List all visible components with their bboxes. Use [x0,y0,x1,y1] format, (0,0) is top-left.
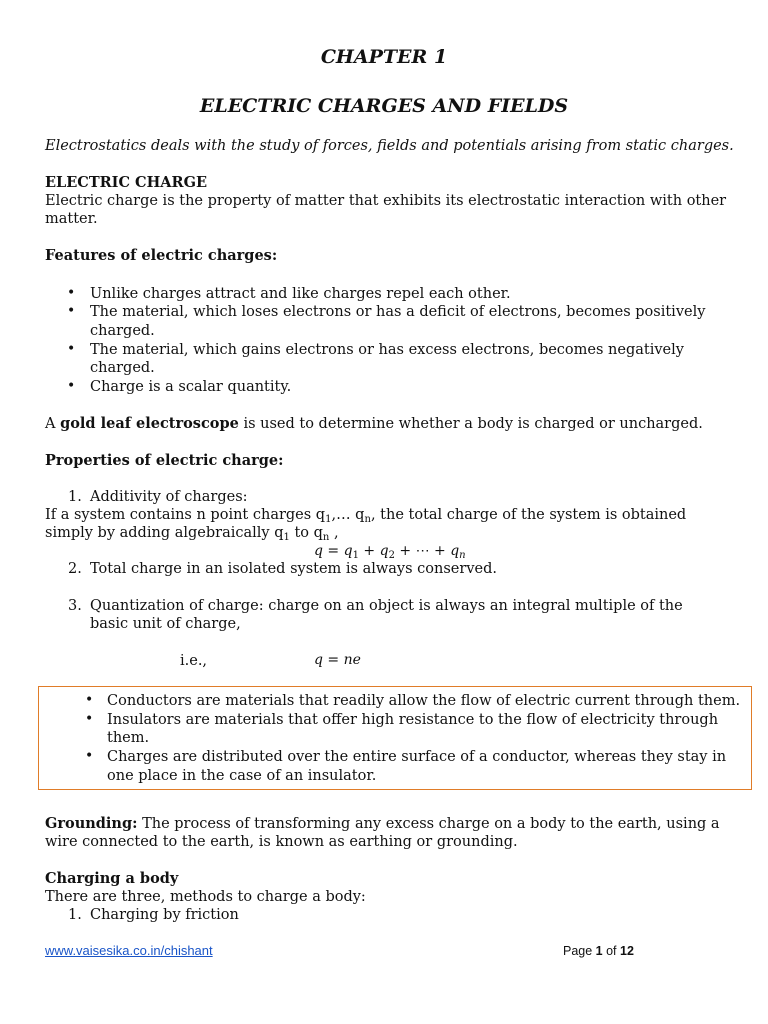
text-span: ,… q [331,507,365,523]
feature-item: Unlike charges attract and like charges repel each other. [90,286,511,302]
math-var: q [379,543,389,559]
page-total: 12 [620,944,634,958]
box-item-cont: one place in the case of an insulator. [107,768,377,784]
additivity-formula [314,543,466,561]
subscript: 1 [325,514,332,525]
bullet-glyph: • [67,341,76,357]
math-var: q [314,543,323,559]
features-heading: Features of electric charges: [45,247,278,264]
footer-website-link[interactable]: www.vaisesika.co.in/chishant [45,943,213,958]
math-op: + [358,543,380,559]
text-span: , [329,525,339,541]
additivity-line [45,524,339,548]
feature-item: The material, which gains electrons or has excess electrons, becomes negatively [90,342,684,358]
ie-label: i.e., [180,653,208,669]
box-item: Charges are distributed over the entire surface of a conductor, whereas they stay in [107,749,727,765]
page-number: 1 [595,944,603,958]
text-span: of [602,944,620,958]
charging-item: Charging by friction [90,907,239,923]
math-var: q [343,543,353,559]
bullet-glyph: • [67,303,76,319]
feature-item: The material, which loses electrons or has a deficit of electrons, becomes positively [90,304,706,320]
property-item: Total charge in an isolated system is always conserved. [90,561,497,577]
bullet-glyph: • [67,285,76,301]
text-span: simply by adding algebraically q [45,525,284,541]
chapter-number: CHAPTER 1 [320,46,448,68]
chapter-title: ELECTRIC CHARGES AND FIELDS [199,95,569,117]
property-item: Additivity of charges: [90,489,248,505]
quantization-formula: q = ne [314,652,361,668]
text-span: , the total charge of the system is obtained [370,507,687,523]
electric-charge-heading: ELECTRIC CHARGE [45,174,208,191]
intro-text: Electrostatics deals with the study of forces, fields and potentials arising from static charges. [45,138,734,154]
box-item: Insulators are materials that offer high resistance to the flow of electricity through [107,712,719,728]
electroscope-term: gold leaf electroscope [60,415,239,432]
grounding-line [45,815,720,834]
bullet-glyph: • [85,692,94,708]
charging-line: There are three, methods to charge a body: [45,889,366,905]
electric-charge-line: matter. [45,211,98,227]
list-number: 1. [68,907,82,923]
bullet-glyph: • [85,711,94,727]
list-number: 3. [68,598,82,614]
feature-item-cont: charged. [90,323,155,339]
electroscope-sentence [45,415,703,434]
math-op: + ⋯ + [394,543,451,559]
text-span: Page [563,944,596,958]
subscript: n [459,550,466,561]
subscript: n [364,514,371,525]
text-span: to q [289,525,323,541]
text-span: If a system contains n point charges q [45,507,326,523]
subscript: 1 [283,532,290,543]
grounding-term: Grounding: [45,815,138,832]
page-indicator [563,944,634,958]
feature-item: Charge is a scalar quantity. [90,379,292,395]
electroscope-pre: A [45,416,61,432]
electroscope-post: is used to determine whether a body is charged or uncharged. [238,416,703,432]
math-var: q [450,543,460,559]
box-item-cont: them. [107,730,150,746]
subscript: n [322,532,330,543]
box-item: Conductors are materials that readily allow the flow of electric current through them. [107,693,741,709]
charging-heading: Charging a body [45,870,179,887]
properties-heading: Properties of electric charge: [45,452,284,469]
feature-item-cont: charged. [90,360,155,376]
grounding-line: wire connected to the earth, is known as earthing or grounding. [45,834,518,850]
bullet-glyph: • [85,748,94,764]
bullet-glyph: • [67,378,76,394]
subscript: 1 [352,550,359,561]
math-op: = [322,543,344,559]
list-number: 2. [68,561,82,577]
electric-charge-line: Electric charge is the property of matter that exhibits its electrostatic interaction with other [45,193,727,209]
property-item: Quantization of charge: charge on an object is always an integral multiple of the [90,598,683,614]
property-item-cont: basic unit of charge, [90,616,241,632]
text-span: The process of transforming any excess charge on a body to the earth, using a [137,816,720,832]
subscript: 2 [388,550,395,561]
list-number: 1. [68,489,82,505]
